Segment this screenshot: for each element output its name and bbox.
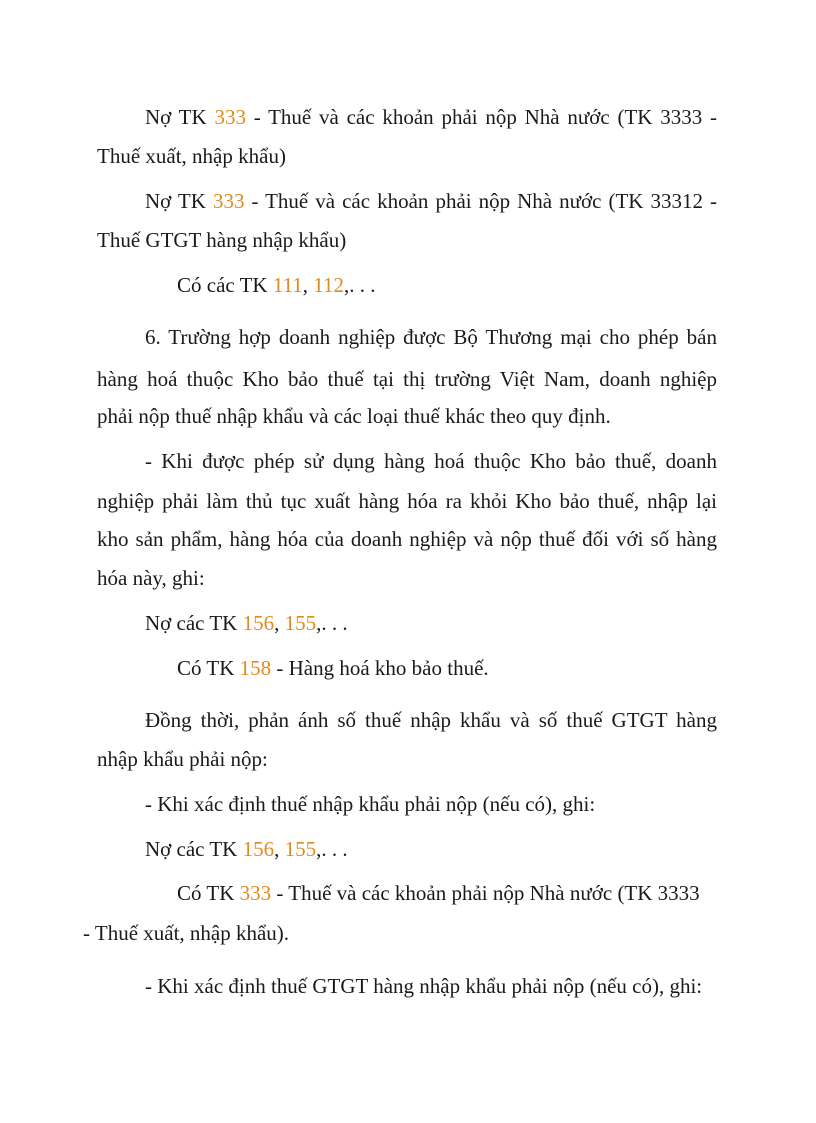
text-line [97,488,717,514]
text-run: , [302,273,314,297]
text-run: phải nộp thuế nhập khẩu và các loại thuế khác theo quy định. [97,404,611,428]
text-run: - Khi xác định thuế GTGT hàng nhập khẩu phải nộp (nếu có), ghi: [145,974,703,998]
account-number: 112 [313,273,345,297]
account-number: 155 [284,611,317,635]
text-run: - Hàng hoá kho bảo thuế. [271,656,489,680]
text-run: hàng hoá thuộc Kho bảo thuế tại thị trường Việt Nam, doanh nghiệp [97,367,717,391]
text-line [145,610,348,636]
text-run: , [274,837,285,861]
text-line [97,366,717,392]
text-run: Nợ TK [145,189,213,213]
text-line [97,143,286,169]
text-run: ,. . . [344,273,376,297]
text-run: - Thuế và các khoản phải nộp Nhà nước (TK 3333 - [245,105,718,129]
account-number: 156 [242,611,275,635]
text-run: Nợ TK [145,105,215,129]
account-number: 155 [284,837,317,861]
text-run: ,. . . [316,837,348,861]
text-run: , [274,611,285,635]
account-number: 111 [272,273,303,297]
text-line [145,188,717,214]
text-line [97,746,268,772]
text-run: Thuế GTGT hàng nhập khẩu) [97,228,347,252]
text-line [177,655,489,681]
text-line [145,836,348,862]
text-run: kho sản phẩm, hàng hóa của doanh nghiệp và nộp thuế đối với số hàng [97,527,717,551]
text-run: hóa này, ghi: [97,566,205,590]
text-run: Có các TK [177,273,273,297]
text-line [177,272,376,298]
text-run: - Thuế và các khoản phải nộp Nhà nước (TK 33312 - [244,189,718,213]
text-run: nghiệp phải làm thủ tục xuất hàng hóa ra khỏi Kho bảo thuế, nhập lại [97,489,717,513]
text-run: nhập khẩu phải nộp: [97,747,268,771]
account-number: 333 [239,881,272,905]
text-run: Thuế xuất, nhập khẩu) [97,144,286,168]
text-line [97,526,717,552]
text-run: Có TK [177,656,240,680]
text-line [83,920,289,946]
text-run: ,. . . [316,611,348,635]
account-number: 156 [242,837,275,861]
text-line [97,403,611,429]
text-line [97,227,346,253]
text-line [177,880,700,906]
account-number: 333 [214,105,246,129]
account-number: 333 [212,189,245,213]
text-run: - Khi xác định thuế nhập khẩu phải nộp (nếu có), ghi: [145,792,596,816]
text-run: Có TK [177,881,240,905]
text-run: Đồng thời, phản ánh số thuế nhập khẩu và số thuế GTGT hàng [145,708,717,732]
account-number: 158 [239,656,272,680]
text-line [145,791,595,817]
text-line [145,104,717,130]
text-line [145,448,717,474]
text-run: - Khi được phép sử dụng hàng hoá thuộc Kho bảo thuế, doanh [145,449,717,473]
text-run: - Thuế và các khoản phải nộp Nhà nước (TK 3333 [271,881,700,905]
text-run: 6. Trường hợp doanh nghiệp được Bộ Thương mại cho phép bán [145,325,717,349]
text-line [145,973,702,999]
text-run: - Thuế xuất, nhập khẩu). [83,921,290,945]
text-line [145,324,717,350]
text-line [97,565,205,591]
text-line [145,707,717,733]
text-run: Nợ các TK [145,611,243,635]
text-run: Nợ các TK [145,837,243,861]
